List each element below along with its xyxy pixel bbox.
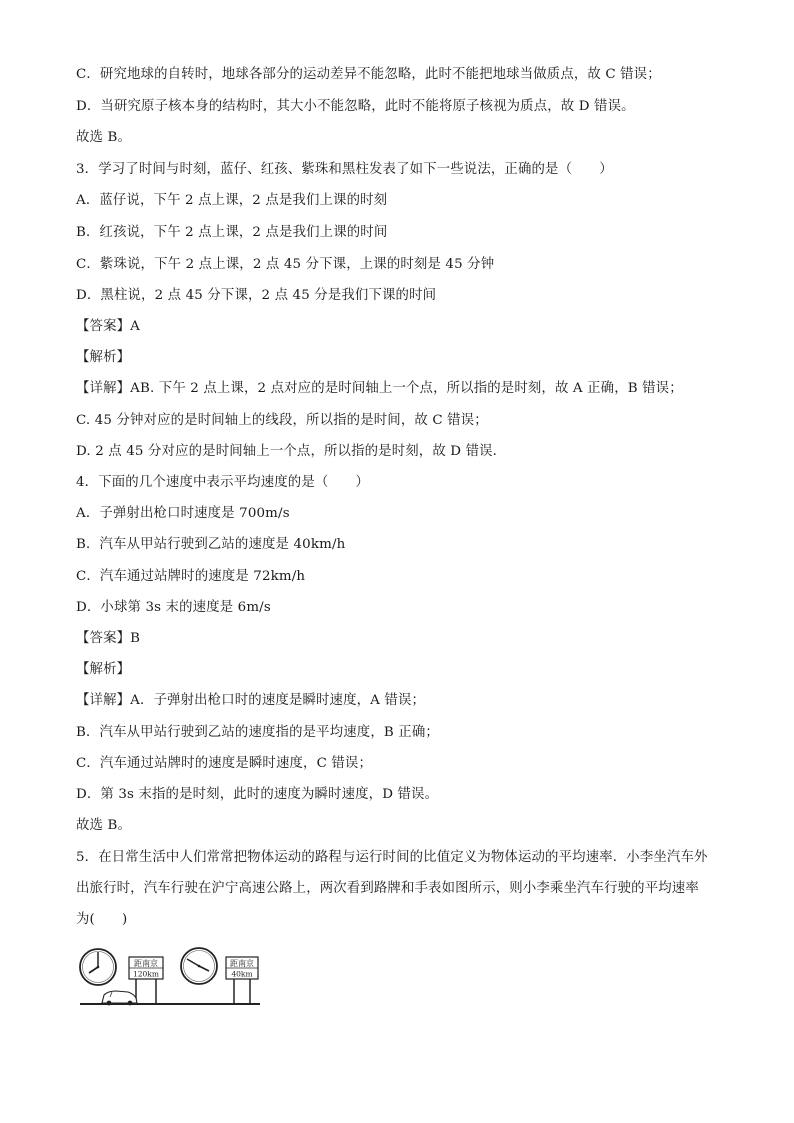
solution-line-c: C．研究地球的自转时，地球各部分的运动差异不能忽略，此时不能把地球当做质点，故 C 错误；: [76, 67, 661, 82]
question-3-option-c: C．紫珠说，下午 2 点上课，2 点 45 分下课，上课的时刻是 45 分钟: [76, 257, 495, 272]
question-4-option-d: D．小球第 3s 末的速度是 6m/s: [76, 600, 271, 615]
question-3-analysis-heading: 【解析】: [76, 350, 131, 365]
question-4-detail-b: B．汽车从甲站行驶到乙站的速度指的是平均速度，B 正确；: [76, 725, 439, 740]
question-4-stem: 4．下面的几个速度中表示平均速度的是（ ）: [76, 475, 370, 490]
watch-icon-second: [181, 948, 217, 984]
question-4-analysis-heading: 【解析】: [76, 662, 131, 677]
question-3-detail-c: C. 45 分钟对应的是时间轴上的线段，所以指的是时间，故 C 错误；: [76, 413, 488, 428]
question-4-detail-d: D．第 3s 末指的是时刻，此时的速度为瞬时速度，D 错误。: [76, 787, 439, 802]
question-4-option-c: C．汽车通过站牌时的速度是 72km/h: [76, 569, 306, 584]
question-3-option-b: B．红孩说，下午 2 点上课，2 点是我们上课的时间: [76, 225, 388, 240]
road-sign-second: [226, 957, 258, 1004]
question-3-detail-ab: 【详解】AB. 下午 2 点上课，2 点对应的是时间轴上一个点，所以指的是时刻，故 A 正确，B 错误；: [76, 381, 683, 396]
sign-1-title: 距南京: [134, 959, 158, 968]
question-5-stem-line-1: 5．在日常生活中人们常常把物体运动的路程与运行时间的比值定义为物体运动的平均速率．小李坐汽车外: [76, 850, 708, 865]
question-4-detail-c: C．汽车通过站牌时的速度是瞬时速度，C 错误；: [76, 756, 373, 771]
question-3-stem: 3．学习了时间与时刻，蓝仔、红孩、紫珠和黑柱发表了如下一些说法，正确的是（ ）: [76, 162, 613, 177]
question-5-stem-line-2: 出旅行时，汽车行驶在沪宁高速公路上，两次看到路牌和手表如图所示，则小李乘坐汽车行驶的平均速率: [76, 881, 699, 896]
question-3-option-d: D．黑柱说，2 点 45 分下课，2 点 45 分是我们下课的时间: [76, 288, 437, 303]
question-5-figure: [76, 940, 266, 1010]
watch-icon-first: [80, 949, 116, 985]
question-5-stem-line-3: 为( ): [76, 912, 128, 927]
sign-2-title: 距南京: [230, 959, 254, 968]
question-4-choice: 故选 B。: [76, 818, 132, 833]
sign-1-distance: 120km: [133, 969, 159, 979]
question-3-option-a: A．蓝仔说，下午 2 点上课，2 点是我们上课的时刻: [76, 193, 388, 208]
answer-choice-line: 故选 B。: [76, 130, 132, 145]
question-4-answer: 【答案】B: [76, 631, 141, 646]
sign-2-distance: 40km: [231, 969, 253, 979]
question-4-option-b: B．汽车从甲站行驶到乙站的速度是 40km/h: [76, 537, 346, 552]
car-icon: [102, 991, 137, 1005]
question-3-answer: 【答案】A: [76, 319, 140, 334]
question-3-detail-d: D. 2 点 45 分对应的是时间轴上一个点，所以指的是时刻，故 D 错误．: [76, 444, 507, 459]
question-4-detail-a: 【详解】A．子弹射出枪口时的速度是瞬时速度，A 错误；: [76, 693, 426, 708]
question-4-option-a: A．子弹射出枪口时速度是 700m/s: [76, 506, 290, 521]
solution-line-d: D．当研究原子核本身的结构时，其大小不能忽略，此时不能将原子核视为质点，故 D 错误。: [76, 99, 635, 114]
